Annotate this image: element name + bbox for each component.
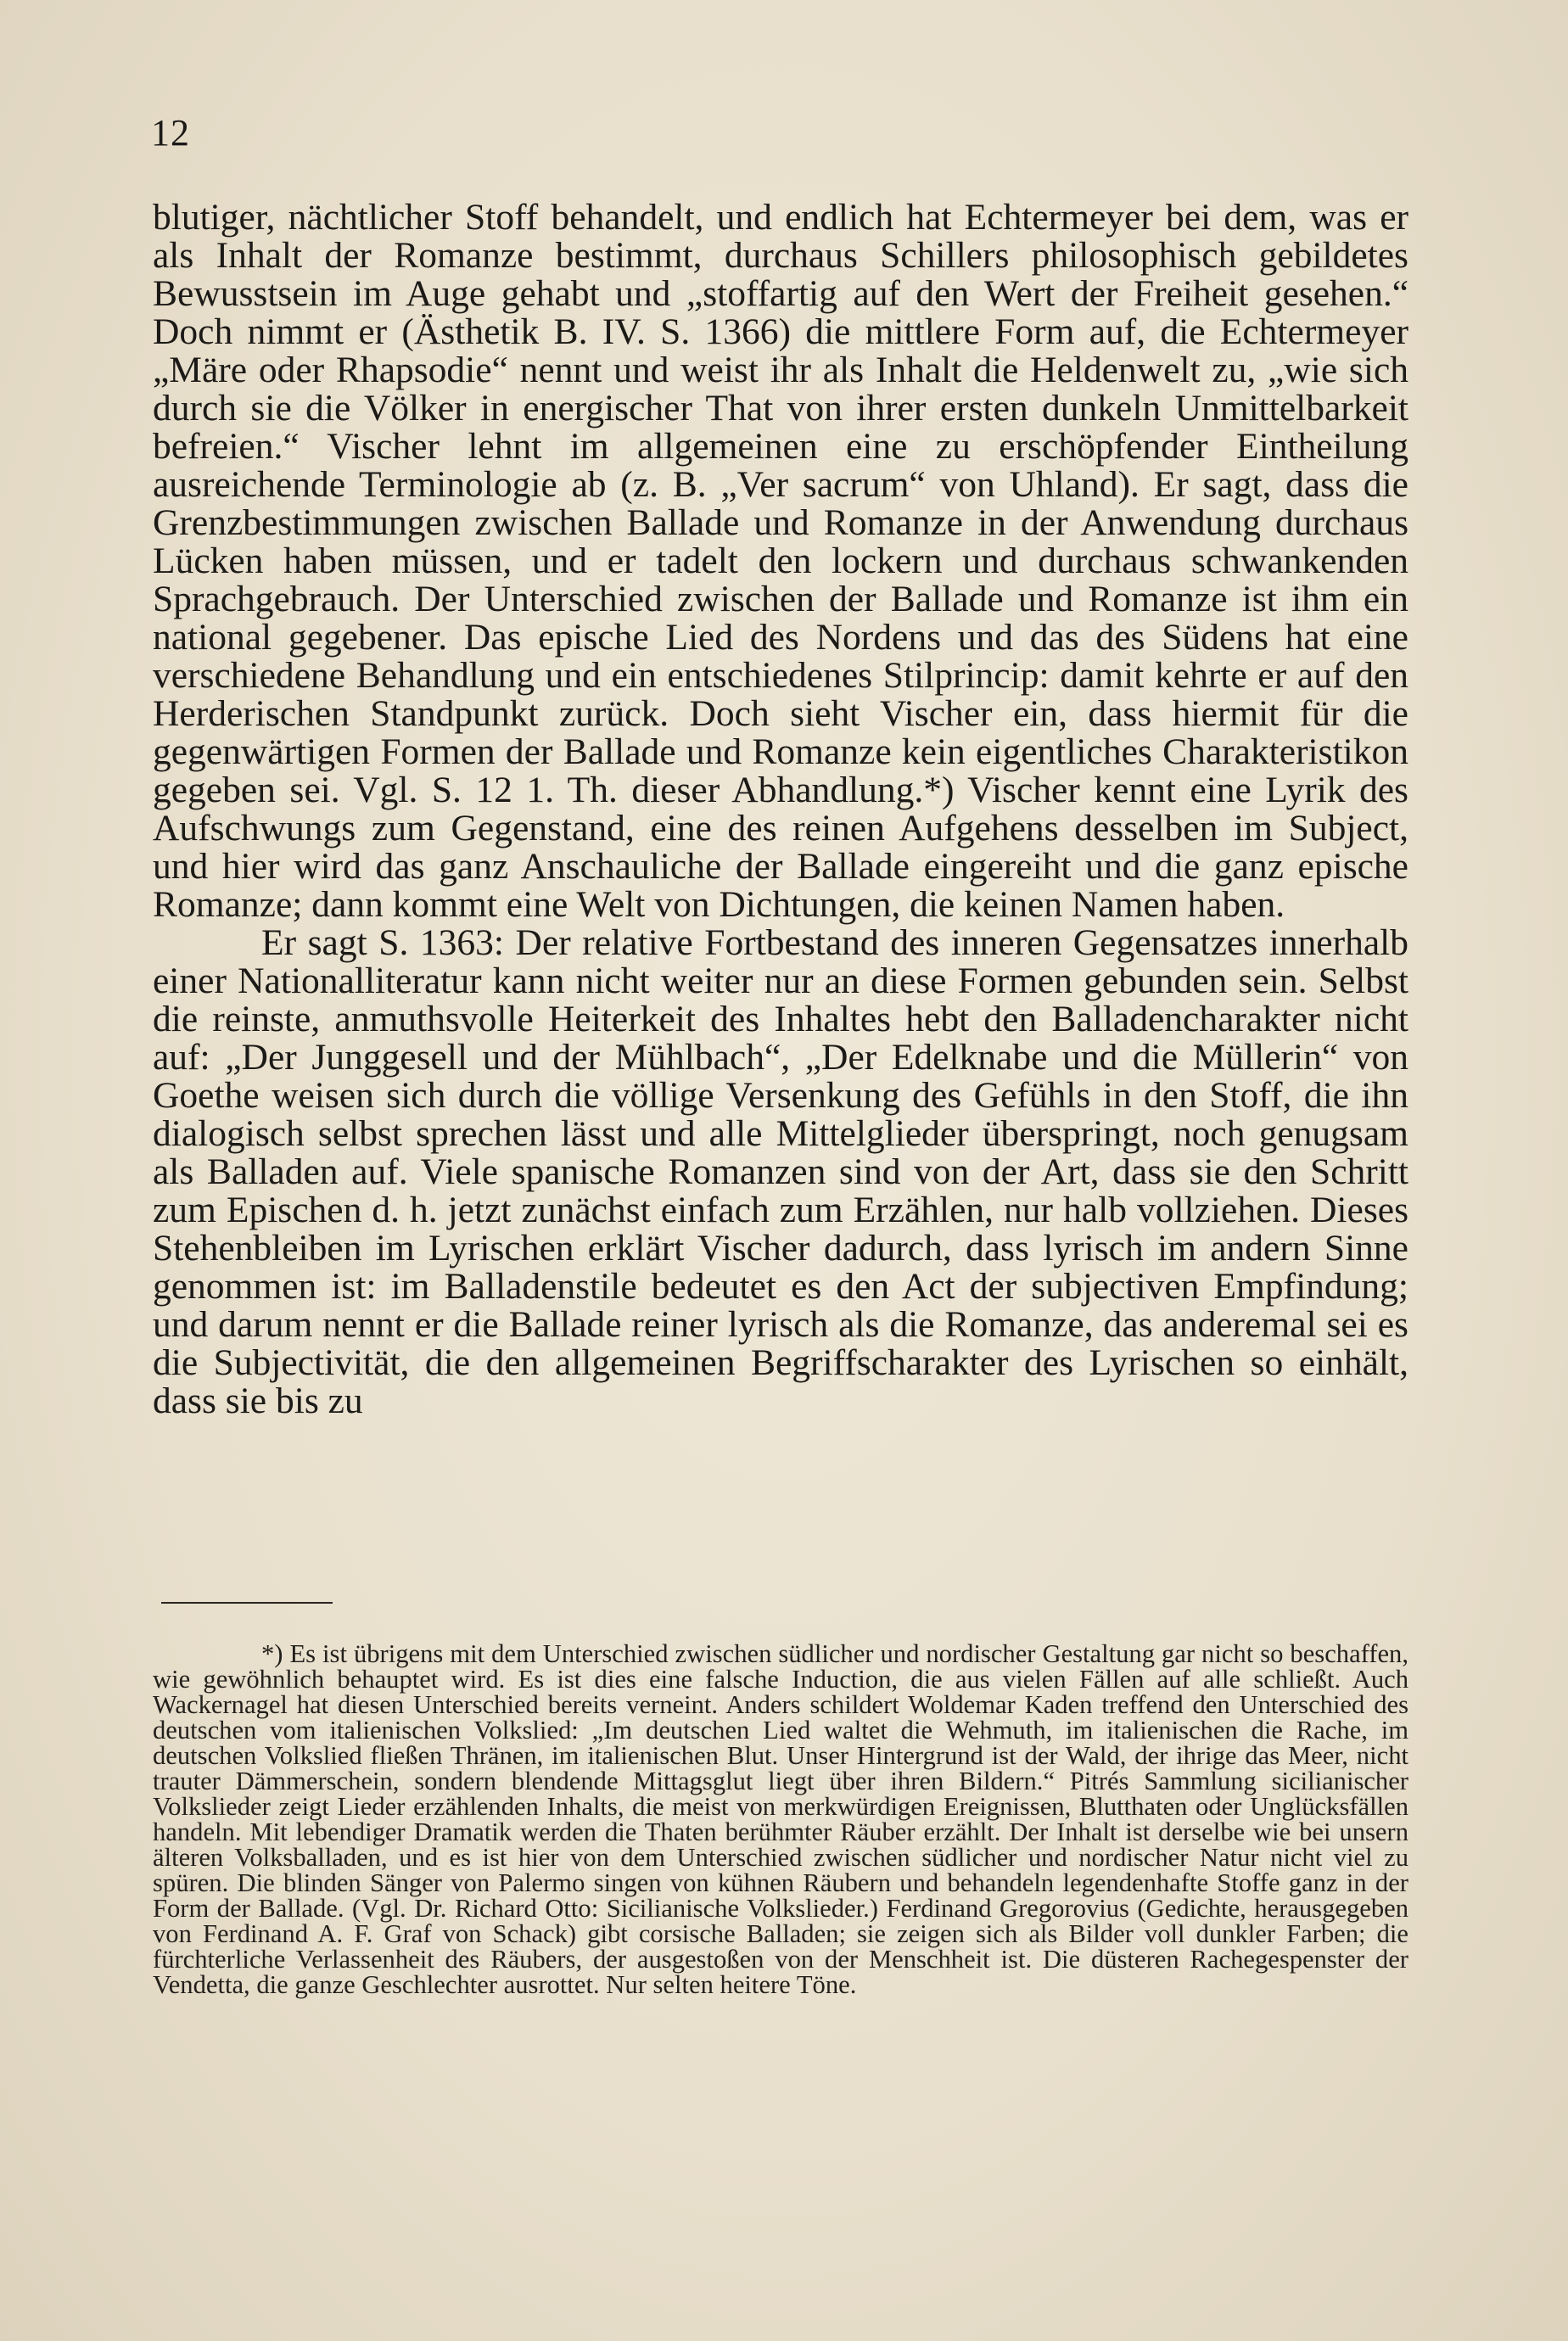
footnote-text: *) Es ist übrigens mit dem Unterschied zwischen südlicher und nordischer Gestaltung gar nicht so beschaffen, wie gewöhnlich behauptet wird. Es ist dies eine falsche Induction, die aus vielen Fällen auf alle schließt. Auch Wackernagel hat diesen Unterschied bereits verneint. Anders schildert Woldemar Kaden treffend den Unterschied des deutschen vom italienischen Volkslied: „Im deutschen Lied waltet die Wehmuth, im italienischen die Rache, im deutschen Volkslied fließen Thränen, im italienischen Blut. Unser Hintergrund ist der Wald, der ihrige das Meer, nicht trauter Dämmerschein, sondern blendende Mittagsglut liegt über ihren Bildern.“ Pitrés Sammlung sicilianischer Volkslieder zeigt Lieder erzählenden Inhalts, die meist von merkwürdigen Ereignissen, Blutthaten oder Unglücksfällen handeln. Mit lebendiger Dramatik werden die Thaten berühmter Räuber erzählt. Der Inhalt ist derselbe wie bei unsern älteren Volksballaden, und es ist hier von dem Unterschied zwischen südlicher und nordischer Natur nicht viel zu spüren. Die blinden Sänger von Palermo singen von kühnen Räubern und behandeln legendenhafte Stoffe ganz in der Form der Ballade. (Vgl. Dr. Richard Otto: Sicilianische Volkslieder.) Ferdinand Gregorovius (Gedichte, herausgegeben von Ferdinand A. F. Graf von Schack) gibt corsische Balladen; sie zeigen sich als Bilder voll dunkler Farben; die fürchterliche Verlassenheit des Räubers, der ausgestoßen von der Menschheit ist. Die düsteren Rachegespenster der Vendetta, die ganze Geschlechter ausrottet. Nur selten heitere Töne. xyxy=(153,1639,1408,1999)
paragraph-2: Er sagt S. 1363: Der relative Fortbestand des inneren Gegensatzes innerhalb einer Nationalliteratur kann nicht weiter nur an diese Formen gebunden sein. Selbst die reinste, anmuthsvolle Heiterkeit des Inhaltes hebt den Balladencharakter nicht auf: „Der Junggesell und der Mühlbach“, „Der Edelknabe und die Müllerin“ von Goethe weisen sich durch die völlige Versenkung des Gefühls in den Stoff, die ihn dialogisch selbst sprechen lässt und alle Mittelglieder überspringt, noch genugsam als Balladen auf. Viele spanische Romanzen sind von der Art, dass sie den Schritt zum Epischen d. h. jetzt zunächst einfach zum Erzählen, nur halb vollziehen. Dieses Stehenbleiben im Lyrischen erklärt Vischer dadurch, dass lyrisch im andern Sinne genommen ist: im Balladenstile bedeutet es den Act der subjectiven Empfindung; und darum nennt er die Ballade reiner lyrisch als die Romanze, das anderemal sei es die Subjectivität, die den allgemeinen Begriffscharakter des Lyrischen so einhält, dass sie bis zu xyxy=(153,922,1408,1421)
main-text xyxy=(153,199,1408,1420)
paragraph-1: blutiger, nächtlicher Stoff behandelt, und endlich hat Echtermeyer bei dem, was er als Inhalt der Romanze bestimmt, durchaus Schillers philosophisch gebildetes Bewusstsein im Auge gehabt und „stoffartig auf den Wert der Freiheit gesehen.“ Doch nimmt er (Ästhetik B. IV. S. 1366) die mittlere Form auf, die Echtermeyer „Märe oder Rhapsodie“ nennt und weist ihr als Inhalt die Heldenwelt zu, „wie sich durch sie die Völker in energischer That von ihrer ersten dunkeln Unmittelbarkeit befreien.“ Vischer lehnt im allgemeinen eine zu erschöpfender Eintheilung ausreichende Terminologie ab (z. B. „Ver sacrum“ von Uhland). Er sagt, dass die Grenzbestimmungen zwischen Ballade und Romanze in der Anwendung durchaus Lücken haben müssen, und er tadelt den lockern und durchaus schwankenden Sprachgebrauch. Der Unterschied zwischen der Ballade und Romanze ist ihm ein national gegebener. Das epische Lied des Nordens und das des Südens hat eine verschiedene Behandlung und ein entschiedenes Stilprincip: damit kehrte er auf den Herderischen Standpunkt zurück. Doch sieht Vischer ein, dass hiermit für die gegenwärtigen Formen der Ballade und Romanze kein eigentliches Charakteristikon gegeben sei. Vgl. S. 12 1. Th. dieser Abhandlung.*) Vischer kennt eine Lyrik des Aufschwungs zum Gegenstand, eine des reinen Aufgehens desselben im Subject, und hier wird das ganz Anschauliche der Ballade eingereiht und die ganz epische Romanze; dann kommt eine Welt von Dichtungen, die keinen Namen haben. xyxy=(153,197,1408,925)
footnote-block xyxy=(153,1641,1408,1997)
footnote-divider xyxy=(161,1602,333,1604)
page-number: 12 xyxy=(151,112,190,154)
